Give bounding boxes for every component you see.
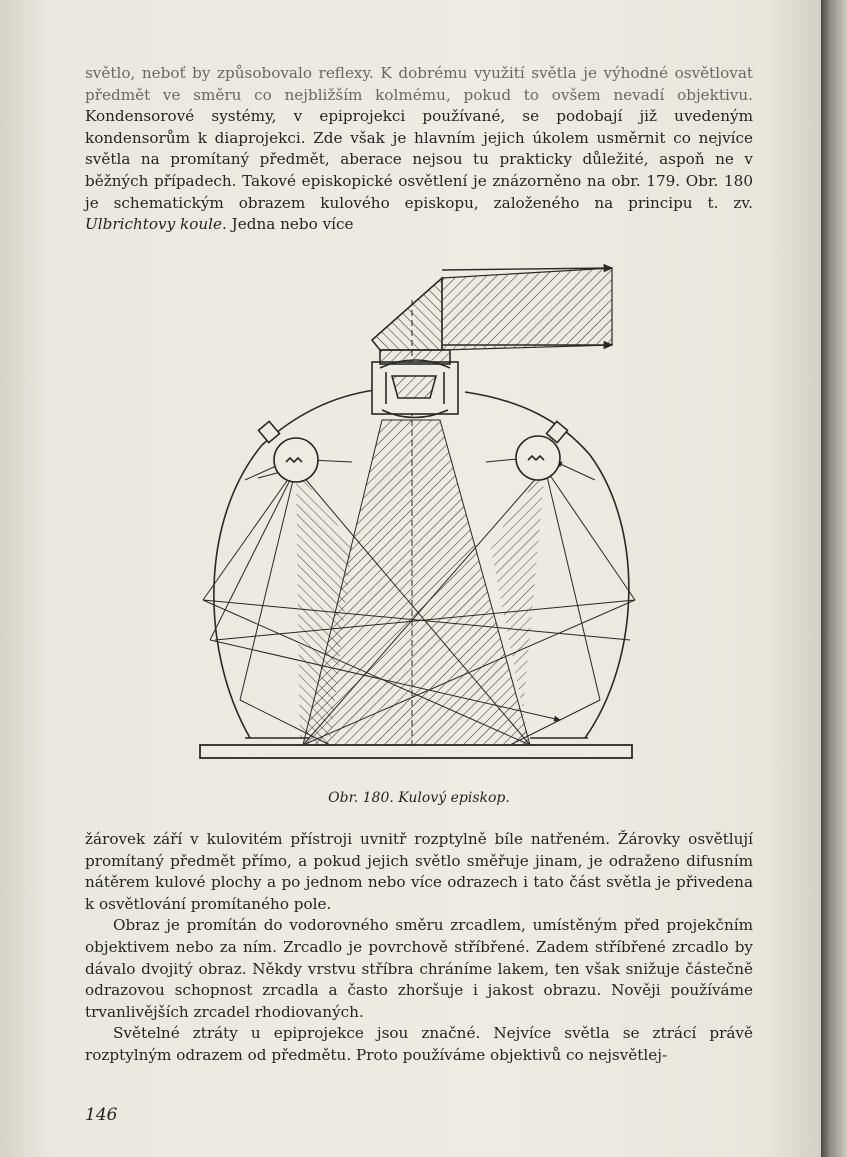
paragraph-mirror: Obraz je promítán do vodorovného směru zrcadlem, umístěným před projekčním objektivem nebo za ním. Zrcadlo je povrchově stříbřené. Zadem stříbřené zrcadlo by dávalo dvojitý obraz. Někdy vrstvu stříbra chráníme lakem, ten však snižuje částečně odrazovou schopnost zrcadla a často zhoršuje i jakost obrazu. Nověji používáme trvanlivějších zrcadel rhodiovaných. [85,916,753,1021]
right-lamp [516,421,568,480]
term-ulbricht-sphere: Ulbrichtovy koule [85,215,222,234]
left-lamp [258,421,318,482]
text-block-bottom [85,829,753,1067]
paragraph-top-part1: světlo, neboť by způsobovalo reflexy. K dobrému využití světla je výhodné osvětlovat předmět ve směru co nejbližším kolmému, pokud to ovšem nevadí objektivu. [85,64,753,104]
paragraph-top-end: . Jedna nebo více [222,215,354,234]
projection-objective [372,350,458,418]
paragraph-light-loss: Světelné ztráty u epiprojekce jsou značné. Nejvíce světla se ztrácí právě rozptylným odrazem od předmětu. Proto používáme objektivů co nejsvětlej- [85,1024,753,1064]
mirror-prism [372,278,442,350]
page-number: 146 [85,1105,118,1125]
paragraph-lamps: žárovek září v kulovitém přístroji uvnitř rozptylně bíle natřeném. Žárovky osvětlují promítaný předmět přímo, a pokud jejich světlo směřuje jinam, je odraženo difusním nátěrem kulové plochy a po jednom nebo více odrazech i tato část světla je přivedena k osvětlování promítaného pole. [85,830,753,913]
text-block-top [85,63,753,236]
paragraph-top-part2: Kondensorové systémy, v epiprojekci používané, se podobají již uvedeným kondensorům k diaprojekci. Zde však je hlavním jejich úkolem usměrnit co nejvíce světla na promítaný předmět, aberace nejsou tu prakticky důležité, aspoň ne v běžných případech. Takové episkopické osvětlení je znázorněno na obr. 179. Obr. 180 je schematickým obrazem kulového episkopu, založeného na principu t. zv. [85,107,753,212]
object-table [200,745,632,758]
spherical-episcope-diagram [195,258,645,763]
book-gutter [821,0,847,1157]
output-beam [442,268,612,350]
figure-caption: Obr. 180. Kulový episkop. [328,790,510,806]
